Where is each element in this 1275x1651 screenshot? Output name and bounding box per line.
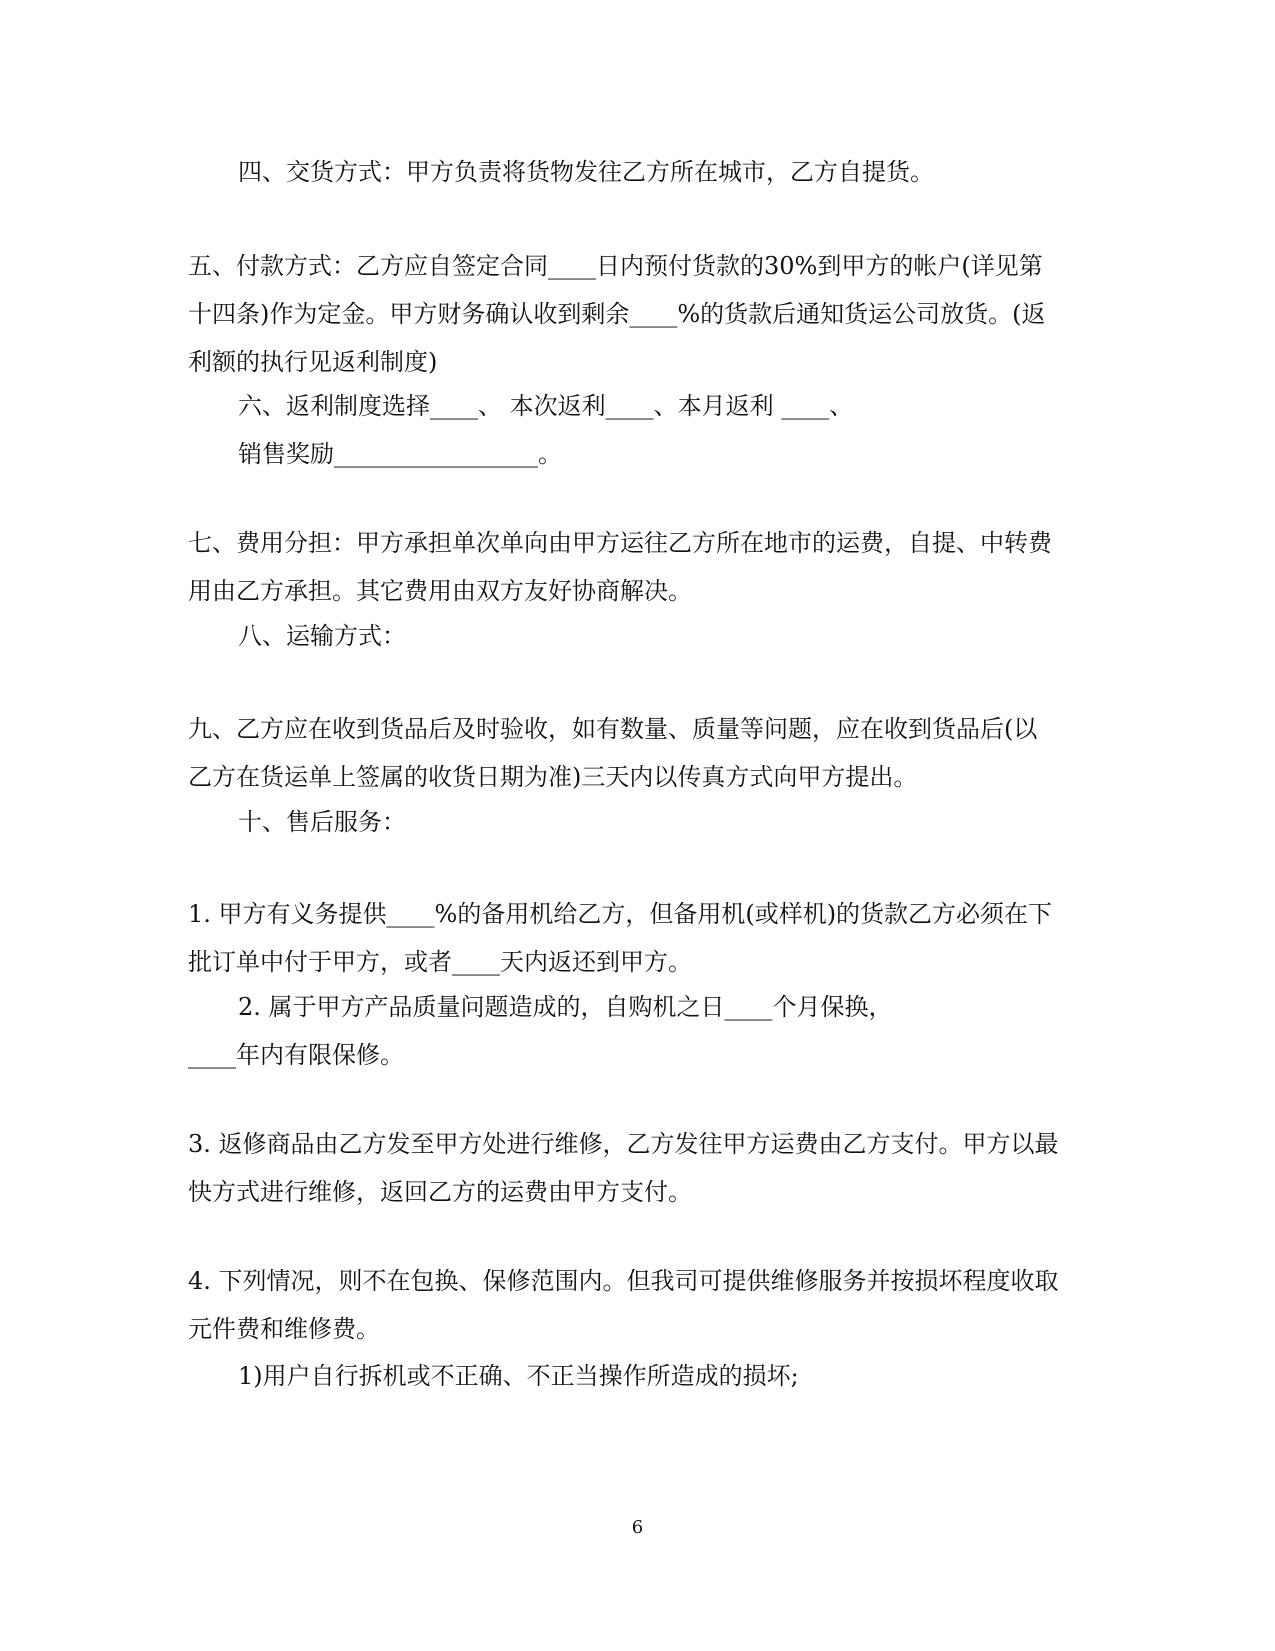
text-line: 十四条)作为定金。甲方财务确认收到剩余____%的货款后通知货运公司放货。(返: [188, 300, 1046, 328]
text-line: 九、乙方应在收到货品后及时验收，如有数量、质量等问题，应在收到货品后(以: [188, 715, 1038, 743]
text-line: 2. 属于甲方产品质量问题造成的，自购机之日____个月保换，: [238, 993, 893, 1021]
page-number: 6: [631, 1517, 644, 1538]
clause-6-rebate: [188, 382, 1088, 478]
text-line: 销售奖励_________________。: [238, 440, 562, 468]
item-3-repairs: [188, 1120, 1088, 1216]
clause-7-costs: [188, 519, 1088, 615]
text-line: 利额的执行见返利制度): [188, 348, 438, 376]
text-line: 七、费用分担：甲方承担单次单向由甲方运往乙方所在地市的运费，自提、中转费: [188, 529, 1052, 557]
text-line: 八、运输方式：: [238, 622, 406, 650]
text-line: 1. 甲方有义务提供____%的备用机给乙方，但备用机(或样机)的货款乙方必须在下: [188, 900, 1053, 928]
clause-5-payment: [188, 242, 1088, 386]
text-line: ____年内有限保修。: [188, 1041, 404, 1069]
text-line: 4. 下列情况，则不在包换、保修范围内。但我司可提供维修服务并按损坏程度收取: [188, 1267, 1059, 1295]
item-2-warranty: [188, 983, 1088, 1079]
text-line: 乙方在货运单上签属的收货日期为准)三天内以传真方式向甲方提出。: [188, 763, 918, 791]
text-line: 3. 返修商品由乙方发至甲方处进行维修，乙方发往甲方运费由乙方支付。甲方以最: [188, 1130, 1059, 1158]
sub-item-1-user-damage: [188, 1352, 1088, 1400]
text-line: 六、返利制度选择____、 本次返利____、本月返利 ____、: [238, 392, 854, 420]
item-4-exclusions: [188, 1257, 1088, 1353]
text-line: 1)用户自行拆机或不正确、不正当操作所造成的损坏;: [238, 1362, 799, 1390]
text-line: 元件费和维修费。: [188, 1315, 380, 1343]
clause-10-after-sales: [188, 798, 1088, 846]
text-line: 五、付款方式：乙方应自签定合同____日内预付货款的30%到甲方的帐户(详见第: [188, 252, 1043, 280]
text-line: 十、售后服务：: [238, 808, 406, 836]
clause-9-inspection: [188, 705, 1088, 801]
text-line: 快方式进行维修，返回乙方的运费由甲方支付。: [188, 1178, 692, 1206]
clause-8-transport: [188, 612, 1088, 660]
item-1-spare-units: [188, 890, 1088, 986]
text-line: 批订单中付于甲方，或者____天内返还到甲方。: [188, 948, 692, 976]
clause-4-delivery: [188, 148, 1088, 196]
text-line: 四、交货方式：甲方负责将货物发往乙方所在城市，乙方自提货。: [238, 158, 934, 186]
text-line: 用由乙方承担。其它费用由双方友好协商解决。: [188, 577, 692, 605]
